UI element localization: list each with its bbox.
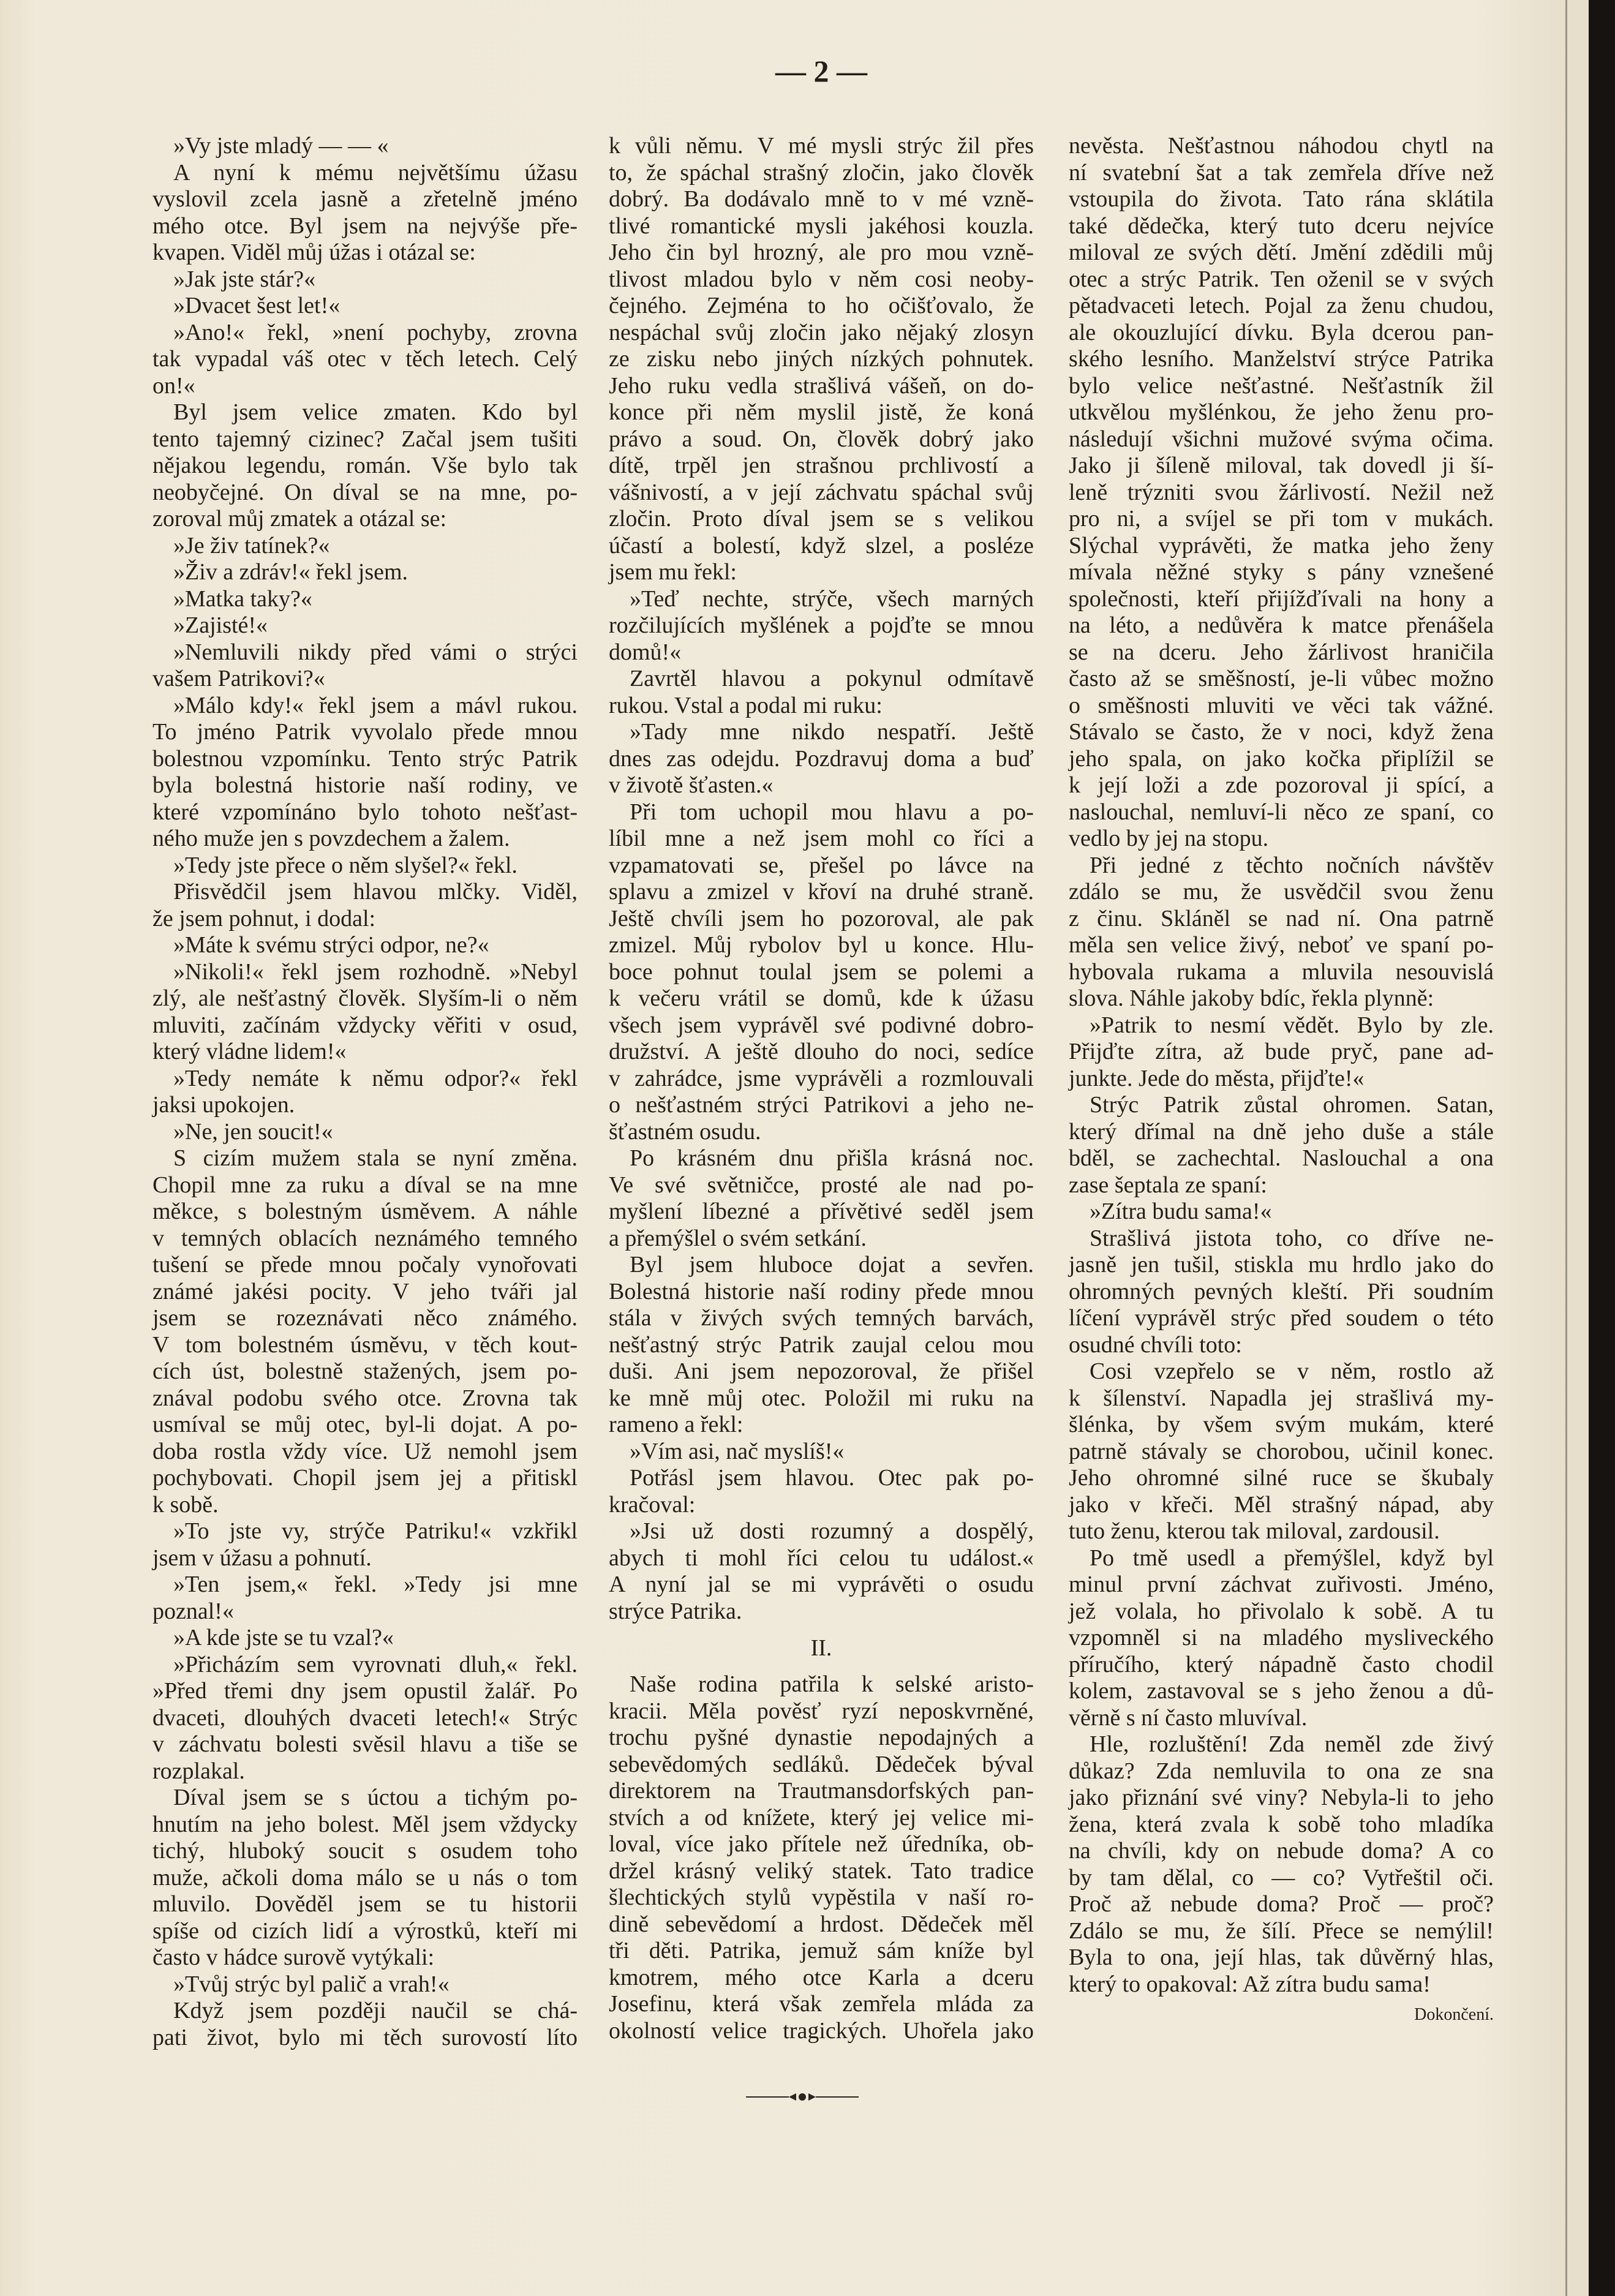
text-line: otec a strýc Patrik. Ten oženil se v svých (1069, 266, 1494, 292)
text-line: rozplakal. (152, 1758, 245, 1784)
column-right (1069, 133, 1494, 2025)
text-line: držel krásný veliký statek. Tato tradice (609, 1858, 1034, 1884)
text-line: ohromných pevných kleští. Při soudním (1069, 1278, 1494, 1304)
text-line: minul první záchvat zuřivosti. Jméno, (1069, 1571, 1494, 1597)
text-line: A nyní k mému největšímu úžasu (173, 159, 578, 186)
text-line: Po tmě usedl a přemýšlel, když byl (1090, 1545, 1494, 1571)
paragraph (609, 666, 1034, 719)
paragraph (1069, 1545, 1494, 1732)
text-line: »Málo kdy!« řekl jsem a mávl rukou. (173, 692, 578, 718)
text-line: Chopil mne za ruku a díval se na mne (152, 1172, 578, 1198)
text-line: z činu. Skláněl se nad ní. Ona patrně (1069, 905, 1494, 932)
text-line: jsem v úžasu a pohnutí. (152, 1545, 372, 1571)
paragraph (1069, 1092, 1494, 1199)
text-line: doba rostla vždy více. Už nemohl jsem (152, 1438, 578, 1464)
text-line: S cizím mužem stala se nyní změna. (173, 1145, 578, 1171)
text-line: kracii. Měla pověsť ryzí neposkvrněné, (609, 1698, 1034, 1724)
text-line: spíše od cizích lidí a výrostků, kteří mi (152, 1918, 578, 1944)
text-line: »Vy jste mladý — — « (173, 133, 389, 159)
paragraph (152, 693, 578, 853)
text-line: usmíval se můj otec, byl-li dojat. A po- (152, 1412, 578, 1437)
text-line: »Ten jsem,« řekl. »Tedy jsi mne (173, 1571, 578, 1597)
text-line: právo a soud. On, člověk dobrý jako (609, 426, 1034, 452)
text-line: zlý, ale nešťastný člověk. Slyším-li o něm (152, 985, 578, 1011)
text-line: vstoupila do života. Tato rána sklátila (1069, 186, 1494, 212)
paragraph (609, 1145, 1034, 1252)
text-line: v životě šťasten.« (609, 772, 774, 798)
paragraph (152, 932, 578, 959)
text-line: jaksi upokojen. (152, 1092, 295, 1118)
text-line: to, že spáchal strašný zločin, jako člověk (609, 159, 1034, 186)
text-line: líčení vyprávěl strýc před soudem o této (1069, 1305, 1494, 1331)
text-line: Ve své světničce, prosté ale nad po- (609, 1172, 1034, 1198)
text-line: »Ano!« řekl, »není pochyby, zrovna (173, 319, 578, 345)
text-line: hybovala rukama a mluvila nesouvislá (1069, 958, 1494, 985)
text-line: v temných oblacích neznámého temného (152, 1225, 578, 1251)
text-line: »Nemluvili nikdy před vámi o strýci (173, 639, 578, 665)
text-line: tuto ženu, kterou tak miloval, zardousil. (1069, 1518, 1440, 1544)
text-line: hnutím na jeho bolest. Měl jsem vždycky (152, 1811, 578, 1837)
text-line: naslouchal, nemluví-li něco ze spaní, co (1069, 799, 1494, 825)
text-line: boce pohnut toulal jsem se polemi a (609, 958, 1034, 985)
text-line: duši. Ani jsem nepozoroval, že přišel (609, 1358, 1034, 1384)
text-line: který to opakoval: Až zítra budu sama! (1069, 1971, 1431, 1997)
paragraph (609, 1439, 1034, 1466)
text-line: »Nikoli!« řekl jsem rozhodně. »Nebyl (173, 958, 578, 985)
text-line: A nyní jal se mi vyprávěti o osudu (609, 1571, 1034, 1597)
paragraph (609, 586, 1034, 666)
text-line: ke mně můj otec. Položil mi ruku na (609, 1385, 1034, 1411)
text-line: »Zítra budu sama!« (1090, 1199, 1272, 1224)
paragraph (152, 586, 578, 613)
paragraph (152, 399, 578, 533)
paragraph (609, 1518, 1034, 1625)
text-line: Strašlivá jistota toho, co dříve ne- (1090, 1225, 1494, 1251)
text-line: pětadvaceti letech. Pojal za ženu chudou, (1069, 293, 1494, 318)
text-line: známé jakési pocity. V jeho tváři jal (152, 1278, 578, 1304)
scan-binding-edge (1589, 0, 1615, 2296)
text-line: šlechtických stylů vypěstila v naší ro- (609, 1884, 1034, 1910)
text-line: Byl jsem velice zmaten. Kdo byl (173, 399, 578, 425)
text-line: vyslovil zcela jasně a zřetelně jméno (152, 186, 578, 212)
text-line: žena, která zvala k sobě toho mladíka (1069, 1811, 1494, 1837)
text-line: jako v křeči. Měl strašný nápad, aby (1069, 1491, 1494, 1518)
text-line: v záchvatu bolesti svěsil hlavu a tiše se (152, 1731, 578, 1757)
paragraph (1069, 1731, 1494, 1998)
text-line: často až se směšností, je-li vůbec možno (1069, 666, 1494, 691)
text-line: »Tedy nemáte k němu odpor?« řekl (173, 1065, 578, 1091)
paragraph (152, 1066, 578, 1119)
text-line: dině sebevědomí a hrdost. Dědeček měl (609, 1911, 1034, 1937)
text-line: dnes zas odejdu. Pozdravuj doma a buď (609, 745, 1034, 772)
text-line: patrně stávaly se chorobou, učinil konec. (1069, 1438, 1494, 1464)
text-line: pro ni, a svíjel se při tom v mukách. (1069, 506, 1494, 532)
paragraph (152, 559, 578, 586)
text-line: nespáchal svůj zločin jako nějaký zlosyn (609, 319, 1034, 345)
text-line: Po krásném dnu přišla krásná noc. (630, 1145, 1034, 1171)
text-line: tlivé romantické mysli jakéhosi kouzla. (609, 213, 1034, 239)
text-line: ze zisku nebo jiných nízkých pohnutek. (609, 346, 1034, 372)
text-line: »Vím asi, nač myslíš!« (630, 1438, 845, 1464)
text-line: zdálo se mu, že usvědčil svou ženu (1069, 879, 1494, 905)
text-line: »Jak jste stár?« (173, 266, 316, 292)
text-line: vášnivostí, a v její záchvatu spáchal svůj (609, 479, 1034, 505)
text-line: mluviti, začínám vždycky věřiti v osud, (152, 1012, 578, 1038)
text-line: tento tajemný cizinec? Začal jsem tušiti (152, 426, 578, 452)
paragraph (152, 1652, 578, 1785)
text-line: Ještě chvíli jsem ho pozoroval, ale pak (609, 905, 1034, 932)
text-line: který dřímal na dně jeho duše a stále (1069, 1118, 1494, 1145)
text-line: znával podobu svého otce. Zrovna tak (152, 1385, 578, 1411)
text-line: k její loži a zde pozoroval ji spící, a (1069, 772, 1494, 798)
paragraph (152, 1971, 578, 1998)
text-line: mého otce. Byl jsem na nejvýše pře- (152, 213, 578, 239)
text-line: které vzpomínáno bylo tohoto nešťast- (152, 799, 578, 825)
paragraph (609, 799, 1034, 1146)
text-line: se na dceru. Jeho žárlivost hraničila (1069, 639, 1494, 665)
text-line: na chvíli, kdy on nebude doma? A co (1069, 1838, 1494, 1864)
paragraph (609, 1252, 1034, 1439)
paragraph (1069, 1358, 1494, 1545)
paragraph (152, 533, 578, 560)
text-line: společnosti, kteří přijížďívali na hony a (1069, 585, 1494, 612)
text-line: k šílenství. Napadla jej strašlivá my- (1069, 1385, 1494, 1411)
text-line: okolností velice tragických. Uhořela jako (609, 2017, 1034, 2044)
text-line: vzpomněl si na mladého mysliveckého (1069, 1625, 1494, 1650)
paragraph (152, 1518, 578, 1571)
text-line: »To jste vy, strýče Patriku!« vzkřikl (173, 1518, 578, 1544)
text-line: zase šeptala ze spaní: (1069, 1172, 1267, 1198)
paragraph (1069, 853, 1494, 1012)
text-line: Byl jsem hluboce dojat a sevřen. (630, 1252, 1034, 1278)
text-line: »Teď nechte, strýče, všech marných (630, 585, 1034, 612)
text-line: Jeho ohromné silné ruce se škubaly (1069, 1465, 1494, 1491)
text-line: měkce, s bolestným úsměvem. A náhle (152, 1199, 578, 1224)
text-line: ského lesního. Manželství strýce Patrika (1069, 346, 1494, 372)
text-line: Hle, rozluštění! Zda neměl zde živý (1090, 1731, 1494, 1757)
text-line: Bolestná historie naší rodiny přede mnou (609, 1278, 1034, 1304)
section-heading: II. (810, 1635, 832, 1661)
page-number: — 2 — (775, 54, 867, 88)
text-line: »Dvacet šest let!« (173, 293, 341, 318)
text-line: jsem mu řekl: (609, 559, 737, 585)
paragraph (152, 320, 578, 400)
text-line: nějakou legendu, román. Vše bylo tak (152, 453, 578, 478)
text-line: loval, více jako přítele než úředníka, ob- (609, 1831, 1034, 1857)
text-line: utkvělou myšlénkou, že jeho ženu pro- (1069, 399, 1494, 425)
text-line: domů!« (609, 639, 682, 665)
text-line: účastí a bolestí, když slzel, a posléze (609, 532, 1034, 559)
text-line: »Živ a zdráv!« řekl jsem. (173, 559, 408, 585)
text-line: myšlení líbezné a přívětivé seděl jsem (609, 1199, 1034, 1224)
text-line: pochybovati. Chopil jsem jej a přitiskl (152, 1465, 578, 1491)
paragraph (1069, 133, 1494, 853)
text-line: bylo velice nešťastné. Nešťastník žil (1069, 372, 1494, 399)
text-line: stála v živých svých temných barvách, (609, 1305, 1034, 1331)
text-line: Proč až nebude doma? Proč — proč? (1069, 1891, 1494, 1917)
text-line: »Jsi už dosti rozumný a dospělý, (630, 1518, 1034, 1544)
text-line: Stávalo se často, že v noci, když žena (1069, 719, 1494, 745)
scan-edge-line (1565, 0, 1567, 2296)
text-line: strýce Patrika. (609, 1598, 742, 1624)
paragraph (152, 1571, 578, 1625)
text-line: jež volala, ho přivolalo k sobě. A tu (1069, 1598, 1494, 1624)
text-line: Když jsem později naučil se chá- (173, 1998, 578, 2023)
text-line: tichý, hluboký soucit s osudem toho (152, 1838, 578, 1864)
text-line: Zavrtěl hlavou a pokynul odmítavě (630, 666, 1034, 691)
column-left (152, 133, 578, 2051)
paragraph (152, 959, 578, 1066)
text-line: Slýchal vyprávěti, že matka jeho ženy (1069, 532, 1494, 559)
text-line: Cosi vzepřelo se v něm, rostlo až (1090, 1358, 1494, 1384)
text-line: zmizel. Můj rybolov byl u konce. Hlu- (609, 932, 1034, 958)
text-line: splavu a zmizel v křoví na druhé straně. (609, 879, 1034, 905)
paragraph (152, 612, 578, 639)
text-line: kračoval: (609, 1491, 696, 1518)
text-line: miloval ze svých dětí. Jmění zdědili můj (1069, 239, 1494, 265)
text-line: junkte. Jede do města, přijďte!« (1069, 1065, 1365, 1091)
text-line: »A kde jste se tu vzal?« (173, 1625, 394, 1650)
paragraph (152, 133, 578, 160)
text-line: šlénka, by všem svým mukám, které (1069, 1412, 1494, 1437)
text-line: »Tvůj strýc byl palič a vrah!« (173, 1971, 450, 1997)
text-line: on!« (152, 372, 195, 399)
ornament-divider (741, 2088, 864, 2106)
text-line: k vůli němu. V mé mysli strýc žil přes (609, 133, 1034, 159)
text-line: ale okouzlující dívku. Byla dcerou pan- (1069, 319, 1494, 345)
text-line: k večeru vrátil se domů, kde k úžasu (609, 985, 1034, 1011)
text-line: o nešťastném strýci Patrikovi a jeho ne- (609, 1092, 1034, 1118)
text-line: cích úst, bolestně stažených, jsem po- (152, 1358, 578, 1384)
text-line: direktorem na Trautmansdorfských pan- (609, 1778, 1034, 1804)
text-line: osudné chvíli toto: (1069, 1331, 1242, 1358)
text-line: Přijďte zítra, až bude pryč, pane ad- (1069, 1039, 1494, 1064)
text-line: slova. Náhle jakoby bdíc, řekla plynně: (1069, 985, 1434, 1011)
text-line: všech jsem vyprávěl své podivné dobro- (609, 1012, 1034, 1038)
text-line: »Matka taky?« (173, 585, 312, 612)
text-line: Josefinu, která však zemřela mláda za (609, 1991, 1034, 2017)
text-line: »Přicházím sem vyrovnati dluh,« řekl. (173, 1651, 578, 1677)
paragraph (152, 1625, 578, 1652)
text-line: kmotrem, mého otce Karla a dceru (609, 1964, 1034, 1990)
text-line: kvapen. Viděl můj úžas i otázal se: (152, 239, 476, 265)
text-line: »Zajisté!« (173, 612, 268, 638)
text-line: bděl, se zachechtal. Naslouchal a ona (1069, 1145, 1494, 1171)
paragraph (152, 1119, 578, 1146)
text-line: »Před třemi dny jsem opustil žalář. Po (152, 1678, 578, 1704)
text-line: »Ne, jen soucit!« (173, 1118, 333, 1145)
text-line: tlivost mladou bylo v něm cosi neoby- (609, 266, 1034, 292)
text-line: dvaceti, dlouhých dvaceti letech!« Strýc (152, 1704, 578, 1731)
closing-note: Dokončení. (1414, 2005, 1494, 2024)
text-line: rukou. Vstal a podal mi ruku: (609, 692, 883, 718)
text-line: a přemýšlel o svém setkání. (609, 1225, 867, 1251)
text-line: Při jedné z těchto nočních návštěv (1090, 852, 1494, 878)
text-line: Přisvědčil jsem hlavou mlčky. Viděl, (173, 879, 578, 905)
text-line: trochu pyšné dynastie nepodajných a (609, 1725, 1034, 1750)
text-line: šťastném osudu. (609, 1118, 761, 1145)
text-line: nevěsta. Nešťastnou náhodou chytl na (1069, 133, 1494, 159)
text-line: Byla to ona, její hlas, tak důvěrný hlas, (1069, 1944, 1494, 1970)
text-line: líbil mne a než jsem mohl co říci a (609, 826, 1034, 851)
text-line: ní svatební šat a tak zemřela dříve než (1069, 159, 1494, 186)
text-line: konce při něm myslil jistě, že koná (609, 399, 1034, 425)
text-line: čejného. Zejména to ho očišťovalo, že (609, 293, 1034, 318)
text-line: družství. A ještě dlouho do noci, sedíce (609, 1039, 1034, 1064)
text-line: který vládne lidem!« (152, 1039, 347, 1064)
text-line: dobrý. Ba dodávalo mně to v mé vzně- (609, 186, 1034, 212)
paragraph (152, 1785, 578, 1971)
text-line: mluvilo. Dověděl jsem se tu historii (152, 1891, 578, 1917)
paragraph (1069, 1012, 1494, 1093)
text-line: nešťastný strýc Patrik zaujal celou mou (609, 1331, 1034, 1358)
column-middle (609, 133, 1034, 2044)
paragraph (152, 639, 578, 693)
text-line: »Tady mne nikdo nespatří. Ještě (630, 719, 1034, 745)
text-line: příručího, který nápadně často chodil (1069, 1651, 1494, 1677)
text-line: také dědečka, který tuto dceru nejvíce (1069, 213, 1494, 239)
text-line: zoroval můj zmatek a otázal se: (152, 506, 447, 532)
text-line: vedlo by jej na stopu. (1069, 826, 1269, 851)
paragraph (152, 1998, 578, 2051)
text-line: dítě, trpěl jen strašnou prchlivostí a (609, 453, 1034, 478)
text-line: Potřásl jsem hlavou. Otec pak po- (630, 1465, 1034, 1491)
text-line: Zdálo se mu, že šílí. Přece se nemýlil! (1069, 1918, 1494, 1944)
text-line: stvích a od knížete, který jej velice mi- (609, 1804, 1034, 1831)
text-line: o směšnosti mluviti ve věci tak vážné. (1069, 692, 1494, 718)
text-line: vzpamatovati se, přešel po lávce na (609, 852, 1034, 878)
text-line: jeho spala, on jako kočka připlížil se (1069, 745, 1494, 772)
text-line: muže, ačkoli doma málo se u nás o tom (152, 1864, 578, 1891)
text-line: mívala něžné styky s pány vznešené (1069, 559, 1494, 585)
paragraph (1069, 1225, 1494, 1359)
text-line: ného muže jen s povzdechem a žalem. (152, 826, 510, 851)
text-line: poznal!« (152, 1598, 234, 1624)
text-line: V tom bolestném úsměvu, v těch kout- (152, 1331, 578, 1358)
text-line: následují všichni mužové svýma očima. (1069, 426, 1494, 452)
paragraph (609, 1465, 1034, 1518)
text-line: bolestnou vzpomínku. Tento strýc Patrik (152, 745, 578, 772)
text-line: důkaz? Zda nemluvila to ona ze sna (1069, 1758, 1494, 1784)
text-line: vašem Patrikovi?« (152, 666, 325, 691)
text-line: sebevědomých sedláků. Dědeček býval (609, 1751, 1034, 1777)
text-line: pati život, bylo mi těch surovostí líto (152, 2024, 578, 2050)
paragraph (152, 879, 578, 932)
text-line: Při tom uchopil mou hlavu a po- (630, 799, 1034, 825)
paragraph (1069, 1199, 1494, 1225)
text-line: rameno a řekl: (609, 1412, 744, 1437)
text-line: Jeho čin byl hrozný, ale pro mou vzně- (609, 239, 1034, 265)
text-line: k sobě. (152, 1491, 219, 1518)
paragraph (152, 1145, 578, 1518)
paragraph (152, 293, 578, 320)
text-line: jako přiznání své viny? Nebyla-li to jeho (1069, 1785, 1494, 1810)
text-line: tušení se přede mnou počaly vynořovati (152, 1252, 578, 1278)
text-line: »Je živ tatínek?« (173, 532, 330, 559)
text-line: že jsem pohnut, i dodal: (152, 905, 376, 932)
text-line: jasně jen tušil, stiskla mu hrdlo jako do (1069, 1252, 1494, 1278)
paragraph (609, 719, 1034, 799)
text-line: »Máte k svému strýci odpor, ne?« (173, 932, 489, 958)
text-line: v zahrádce, jsme vyprávěli a rozmlouvali (609, 1065, 1034, 1091)
text-line: věrně s ní často mluvíval. (1069, 1704, 1308, 1731)
text-line: často v hádce surově vytýkali: (152, 1944, 435, 1970)
text-line: Naše rodina patřila k selské aristo- (630, 1671, 1034, 1697)
text-line: Jako ji šíleně miloval, tak dovedl ji ší- (1069, 453, 1494, 478)
text-line: by tam dělal, co — co? Vytřeštil oči. (1069, 1864, 1494, 1891)
text-line: jsem se rozeznávati něco známého. (152, 1305, 578, 1331)
text-line: neobyčejné. On díval se na mne, po- (152, 479, 578, 505)
text-line: abych ti mohl říci celou tu událost.« (609, 1545, 1034, 1571)
text-line: byla bolestná historie naší rodiny, ve (152, 772, 578, 798)
text-line: »Tedy jste přece o něm slyšel?« řekl. (173, 852, 518, 878)
text-line: rozčilujících myšlének a pojďte se mnou (609, 612, 1034, 638)
text-line: Jeho ruku vedla strašlivá vášeň, on do- (609, 372, 1034, 399)
text-line: Strýc Patrik zůstal ohromen. Satan, (1090, 1092, 1494, 1118)
text-line: »Patrik to nesmí vědět. Bylo by zle. (1090, 1012, 1494, 1038)
paragraph (609, 133, 1034, 586)
text-line: leně trýzniti svou žárlivostí. Nežil než (1069, 479, 1494, 505)
paragraph (152, 160, 578, 266)
paragraph (152, 266, 578, 293)
text-line: měla sen velice živý, neboť ve spaní po- (1069, 932, 1494, 958)
text-line: To jméno Patrik vyvolalo přede mnou (152, 719, 578, 745)
text-line: kolem, zastavoval se s jeho ženou a dů- (1069, 1678, 1494, 1704)
text-line: tak vypadal váš otec v těch letech. Celý (152, 346, 578, 372)
text-line: tři děti. Patrika, jemuž sám kníže byl (609, 1938, 1034, 1963)
text-line: na léto, a nedůvěra k matce přenášela (1069, 612, 1494, 638)
text-line: Díval jsem se s úctou a tichým po- (173, 1785, 578, 1810)
text-line: zločin. Proto díval jsem se s velikou (609, 506, 1034, 532)
paragraph (609, 1671, 1034, 2044)
paragraph (152, 853, 578, 879)
